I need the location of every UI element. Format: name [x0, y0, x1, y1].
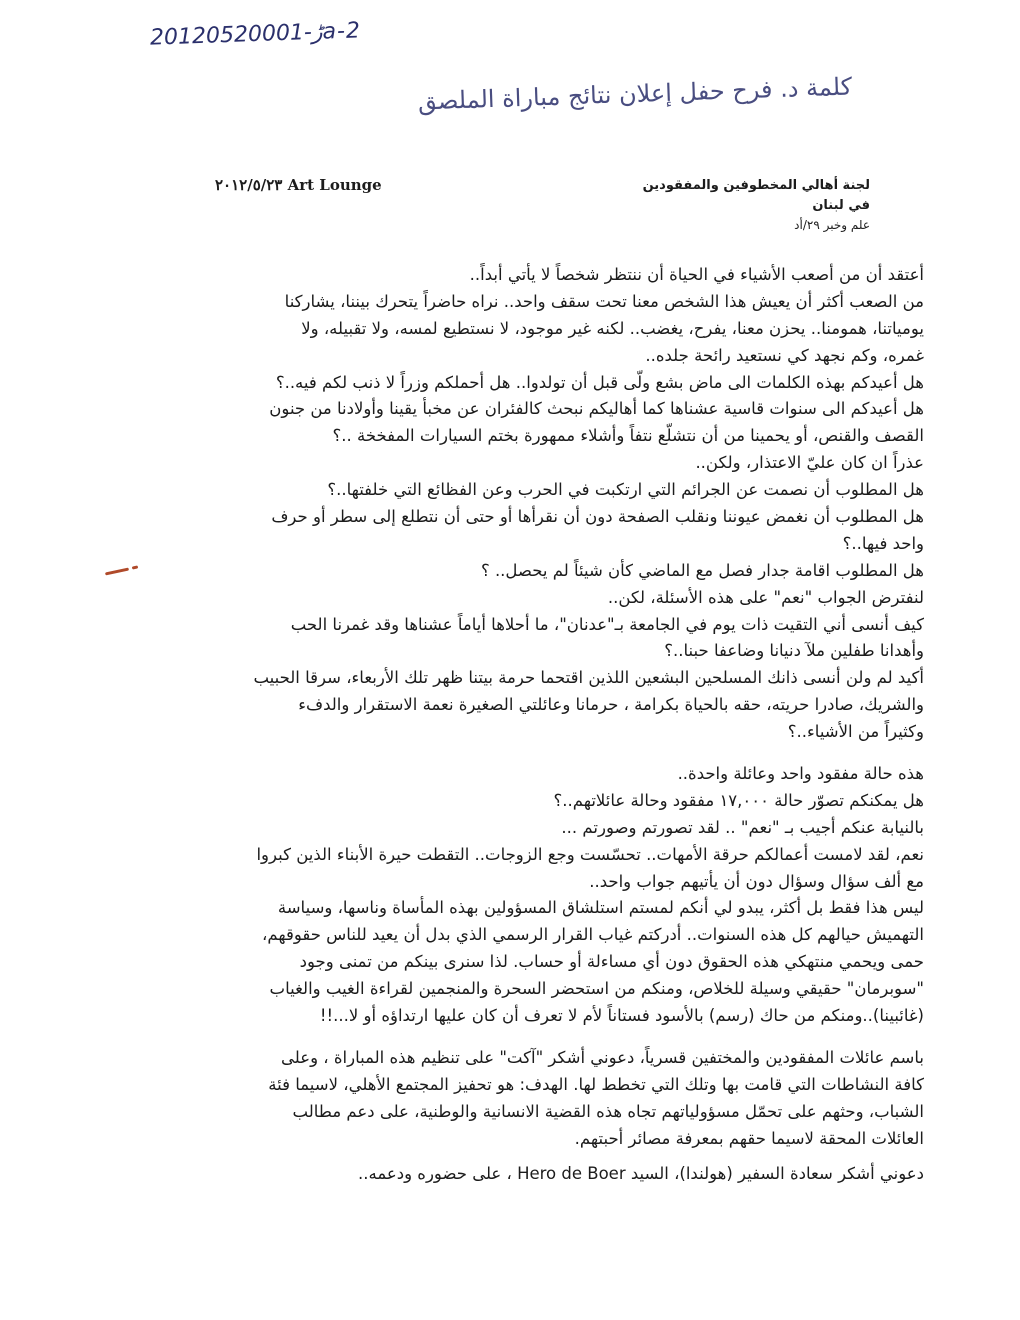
text-line: هل أعيدكم بهذه الكلمات الى ماض بشع ولّى قبل أن تولدوا.. هل أحملكم وزراً لا ذنب لكم فيه..؟ — [275, 372, 924, 392]
text-line: والشريك، صادرا حريته، حقه بالحياة بكرامة ، حرمانا وعائلتي الصغيرة نعمة الاستقرار والدفء — [298, 695, 924, 715]
text-line: بالنيابة عنكم أجيب بـ "نعم" .. لقد تصورتم وصورتم ... — [561, 817, 924, 837]
stray-pen-mark — [105, 568, 129, 576]
text-line: كيف أنسى أني التقيت ذات يوم في الجامعة بـ"عدنان"، ما أحلاها أياماً عشناها وقد غمرنا الحب — [290, 614, 924, 634]
text-line: هل المطلوب اقامة جدار فصل مع الماضي كأن شيئاً لم يحصل.. ؟ — [480, 560, 924, 580]
text-line: "سوبرمان" حقيقي وسيلة للخلاص، ومنكم من استحضر السحرة والمنجمين لقراءة الغيب والغياب — [269, 979, 924, 999]
paragraph-families — [212, 761, 924, 1030]
text-line: نعم، لقد لامست أعمالكم حرقة الأمهات.. تحسّست وجع الزوجات.. التقطت حيرة الأبناء الذين كبروا — [256, 844, 924, 864]
text-line: وأهدانا طفلين ملآ دنيانا وضاعفا حبنا..؟ — [664, 641, 924, 661]
handwritten-title-note: كلمة د. فرح حفل إعلان نتائج مباراة الملصق — [417, 72, 853, 116]
text-line: التهميش حيالهم كل هذه السنوات.. أدركتم غياب القرار الرسمي الذي بدل أن يعيد للناس حقوقهم، — [262, 925, 924, 945]
text-line: وكثيراً من الأشياء..؟ — [787, 722, 924, 742]
text-line: هل أعيدكم الى سنوات قاسية عشناها كما أهاليكم نبحث كالفئران عن مخبأ يقينا وأولادنا من جنون — [269, 399, 924, 419]
text-line: من الصعب أكثر أن يعيش هذا الشخص معنا تحت سقف واحد.. نراه حاضراً يتحرك بيننا، يشاركنا — [284, 291, 924, 311]
text-line: أعتقد أن من أصعب الأشياء في الحياة أن ننتظر شخصاً لا يأتي أبداً.. — [469, 265, 924, 284]
text-line: العائلات المحقة لاسيما حقهم بمعرفة مصائر أحبتهم. — [574, 1128, 924, 1148]
text-line: ليس هذا فقط بل أكثر، يبدو لي أنكم لمستم استلشاق المسؤولين بهذه المأساة وناسها، وسياسة — [277, 898, 924, 918]
text-line: الشباب، وحثهم على تحمّل مسؤولياتهم تجاه هذه القضية الانسانية والوطنية، على دعم مطالب — [292, 1101, 924, 1121]
text-line: أكيد لم ولن أنسى ذانك المسلحين البشعين اللذين اقتحما حرمة بيتنا ظهر تلك الأربعاء، سرقا الحبيب — [253, 668, 924, 688]
text-line: مع ألف سؤال وسؤال دون أن يأتيهم جواب واحد.. — [589, 871, 924, 891]
text-line: عذراً ان كان عليّ الاعتذار، ولكن.. — [695, 453, 924, 473]
paragraph-intro — [212, 262, 924, 746]
text-line: هل يمكنكم تصوّر حالة ١٧,٠٠٠ مفقود وحالة عائلاتهم..؟ — [553, 790, 924, 810]
organization-name: لجنة أهالي المخطوفين والمفقودين — [642, 178, 870, 193]
text-line: لنفترض الجواب "نعم" على هذه الأسئلة، لكن.. — [607, 587, 924, 607]
text-line: (غائبينا)..ومنكم من حاك (رسم) بالأسود فستاناً لأم لا تعرف أن كان عليها ارتداؤه أو لا...!! — [319, 1006, 924, 1026]
text-line: باسم عائلات المفقودين والمختفين قسرياً، دعوني أشكر "آكت" على تنظيم هذه المباراة ، وعلى — [281, 1047, 924, 1067]
text-line: القصف والقنص، أو يحمينا من أن نتشلّع نتفاً وأشلاء ممهورة بختم السيارات المفخخة ..؟ — [332, 426, 924, 446]
text-line: هذه حالة مفقود واحد وعائلة واحدة.. — [677, 764, 924, 784]
text-line: دعوني أشكر سعادة السفير (هولندا)، السيد Hero de Boer ، على حضوره ودعمه.. — [358, 1163, 924, 1183]
text-line: غمره، وكم نجهد كي نستعيد رائحة جلده.. — [645, 345, 924, 365]
archive-reference-code: 2012052ڑ-0001a-2 — [149, 18, 362, 51]
registration-number: علم وخبر ٢٩/أد — [794, 218, 870, 232]
letter-body — [212, 262, 924, 1187]
text-line: واحد فيها..؟ — [842, 533, 924, 553]
text-line: كافة النشاطات التي قامت بها وتلك التي تخطط لها. الهدف: هو تحفيز المجتمع الأهلي، لاسيما فئة — [268, 1074, 924, 1094]
paragraph-thanks-act — [212, 1045, 924, 1153]
text-line: هل المطلوب أن نغمض عيوننا ونقلب الصفحة دون أن نقرأها أو حتى أن نتطلع إلى سطر أو حرف — [271, 507, 924, 527]
text-line: يومياتنا، همومنا.. يحزن معنا، يفرح، يغضب.. لكنه غير موجود، لا نستطيع لمسه، ولا تقبيله، ولا — [301, 318, 924, 338]
stray-pen-mark — [132, 565, 138, 569]
organization-location: في لبنان — [812, 198, 870, 213]
paragraph-thanks-ambassador — [212, 1161, 924, 1188]
text-line: هل المطلوب أن نصمت عن الجرائم التي ارتكبت في الحرب وعن الفظائع التي خلفتها..؟ — [327, 480, 924, 500]
organization-header — [643, 176, 870, 234]
text-line: حمى ويحمي منتهكي هذه الحقوق دون أي مساءلة أو حساب. لذا سنرى بينكم من تمنى وجود — [299, 952, 924, 972]
date-venue: ٢٠١٢/٥/٢٣ Art Lounge — [215, 176, 382, 194]
